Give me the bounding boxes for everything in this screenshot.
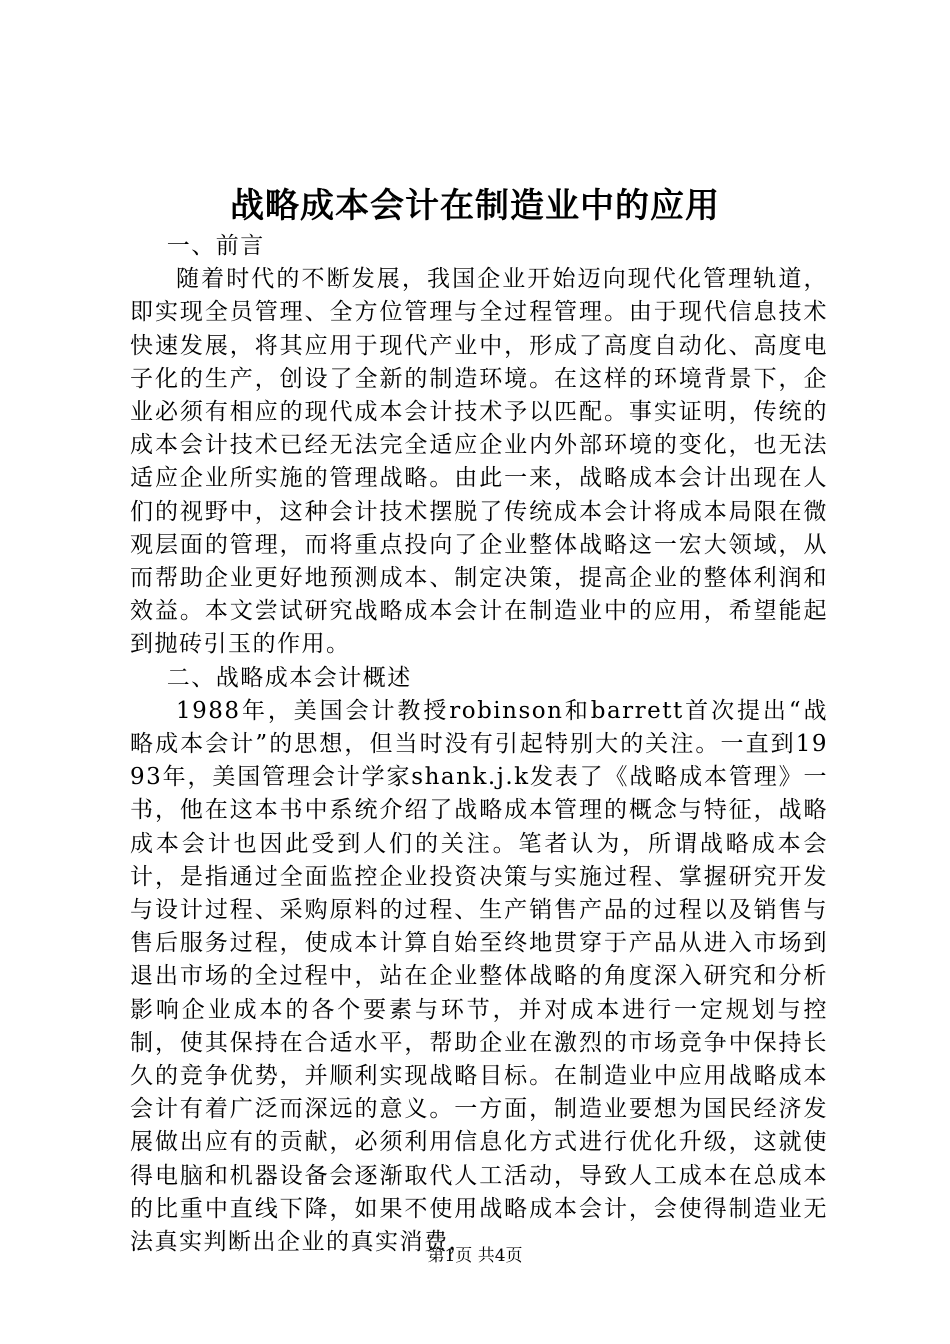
document-title: 战略成本会计在制造业中的应用 — [230, 186, 720, 226]
paragraph-overview: 1988年，美国会计教授robinson和barrett首次提出“战略成本会计”的思想，但当时没有引起特别大的关注。一直到1993年，美国管理会计学家shank.j.k发表了《战略成本管理》一书，他在这本书中系统介绍了战略成本管理的概念与特征，战略成本会计也因此受到人们的关注。笔者认为，所谓战略成本会计，是指通过全面监控企业投资决策与实施过程、掌握研究开发与设计过程、采购原料的过程、生产销售产品的过程以及销售与售后服务过程，使成本计算自始至终地贯穿于产品从进入市场到退出市场的全过程中，站在企业整体战略的角度深入研究和分析影响企业成本的各个要素与环节，并对成本进行一定规划与控制，使其保持在合适水平，帮助企业在激烈的市场竞争中保持长久的竞争优势，并顺利实现战略目标。在制造业中应用战略成本会计有着广泛而深远的意义。一方面，制造业要想为国民经济发展做出应有的贡献，必须利用信息化方式进行优化升级，这就使得电脑和机器设备会逐渐取代人工活动，导致人工成本在总成本的比重中直线下降，如果不使用战略成本会计，会使得制造业无法真实判断出企业的真实消费， — [130, 697, 828, 1256]
paragraph-preface: 随着时代的不断发展，我国企业开始迈向现代化管理轨道，即实现全员管理、全方位管理与全过程管理。由于现代信息技术快速发展，将其应用于现代产业中，形成了高度自动化、高度电子化的生产，创设了全新的制造环境。在这样的环境背景下，企业必须有相应的现代成本会计技术予以匹配。事实证明，传统的成本会计技术已经无法完全适应企业内外部环境的变化，也无法适应企业所实施的管理战略。由此一来，战略成本会计出现在人们的视野中，这种会计技术摆脱了传统成本会计将成本局限在微观层面的管理，而将重点投向了企业整体战略这一宏大领域，从而帮助企业更好地预测成本、制定决策，提高企业的整体利润和效益。本文尝试研究战略成本会计在制造业中的应用，希望能起到抛砖引玉的作用。 — [130, 266, 828, 658]
page-footer: 第1页 共4页 — [427, 1246, 523, 1266]
document-body — [130, 230, 828, 1259]
section-heading-overview: 二、战略成本会计概述 — [166, 664, 412, 691]
section-heading-preface: 一、前言 — [166, 233, 265, 259]
